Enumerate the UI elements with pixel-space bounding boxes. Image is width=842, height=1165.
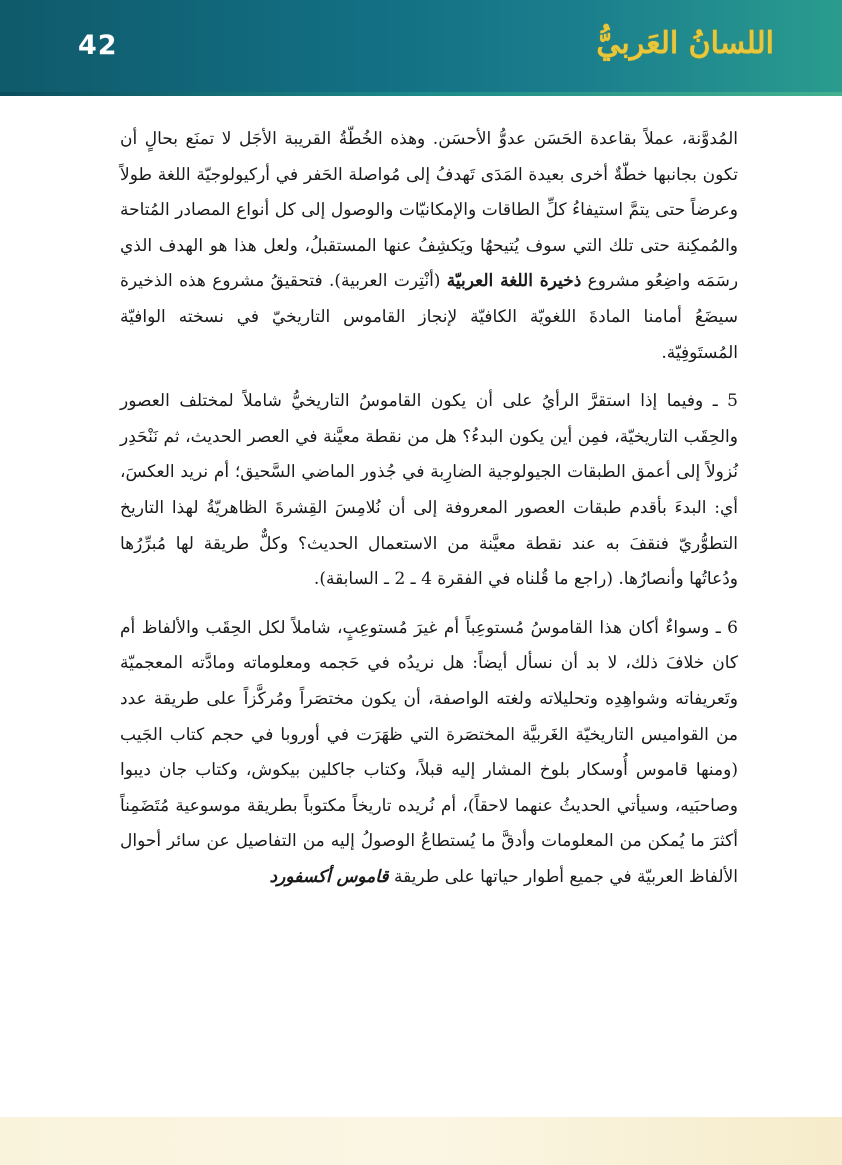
paragraph-2: 5 ـ وفيما إذا استقرَّ الرأيُ على أن يكون القاموسُ التاريخيُّ شاملاً لمختلف العصور والحِقَب التاريخيّة، فمِن أين يكون البدءُ؟ هل من نقطة معيَّنة في العصر الحديث، ثم نَنْحَدِر نُزولاً إلى أعمق الطبقات الجيولوجية الضارِبة في جُذور الماضي السَّحيق؛ أم نريد العكسَ، أي: البدءَ بأقدم طبقات العصور المعروفة إلى أن نُلامِسَ القِشرةَ الظاهريّةُ لهذا التاريخ التطوُّريّ فنقفَ به عند نقطة معيَّنة من الاستعمال الحديث؟ وكلٌّ طريقة لها مُبرِّرُها ودُعاتُها وأنصارُها. (راجع ما قُلناه في الفقرة 4 ـ 2 ـ السابقة).: [120, 391, 738, 590]
bold-term: ذخيرة اللغة العربيّة: [446, 271, 582, 292]
paragraph-1-text-a: المُدوَّنة، عملاً بقاعدة الحَسَن عدوُّ الأحسَن. وهذه الخُطّةُ القريبة الأجَل لا تمنَع بحالٍ أن تكون بجانبها خطّةٌ أخرى بعيدة المَدَى تَهدفُ إلى مُواصلة الحَفر في أركيولوجيّة اللغة طولاً وعرضاً حتى يتمَّ استيفاءُ كلِّ الطاقات والإمكانيّات والوصول إلى كل أنواع المصادر المُتاحة والمُمكِنة حتى تلك التي سوف يُتيحهُا ويَكشِفُ عنها المستقبلُ، ولعل هذا هو الهدف الذي رسَمَه واضِعُو مشروع: [120, 129, 739, 292]
page-footer-band: [0, 1117, 842, 1165]
italic-term: قاموس أكسفورد: [269, 866, 389, 887]
paragraph-1-text-b: (أنْتِرت العربية). فتحقيقُ مشروع هذه الذخيرة سيضَعُ أمامنا المادةَ اللغويّة الكافيّة لإنجاز القاموس التاريخيّ في نسخته الوافيّة المُستَوفِيّة.: [120, 271, 738, 363]
paragraph-3: [120, 611, 738, 896]
page-number: 42: [78, 30, 118, 61]
paragraph-3-text: 6 ـ وسواءٌ أكان هذا القاموسُ مُستوعِباً أم غيرَ مُستوعِبٍ، شاملاً لكل الحِقَب والألفاظ أم كان خلافَ ذلك، لا بد أن نسأل أيضاً: هل نريدُه في حَجمه ومعلوماته ومادَّته المعجميّة وتَعريفاته وشواهِدِه وتحليلاته ولغته الواصفة، أن يكون مختصَراً ومُركَّزاً على طريقة عدد من القواميس التاريخيّة الغَربيَّة المختصَرة التي ظهَرَت في أوروبا في حجم كتاب الجَيب (ومنها قاموس أُوسكار بلوخ المشار إليه قبلاً، وكتاب جاكلين بيكوش، وكتاب جان ديبوا وصاحبَيه، وسيأتي الحديثُ عنهما لاحقاً)، أم نُريده تاريخاً مكتوباً بطريقة موسوعية مُتَضَمِناً أكثرَ ما يُمكن من المعلومات وأدقَّ ما يُستطاعُ الوصولُ إليه من التفاصيل عن سائر أحوال الألفاظ العربيّة في جميع أطوار حياتها على طريقة: [120, 617, 738, 887]
journal-logo: اللسانُ العَربيُّ: [596, 26, 774, 61]
page-header: [0, 0, 842, 96]
article-body: [120, 122, 738, 908]
paragraph-1: [120, 122, 738, 371]
